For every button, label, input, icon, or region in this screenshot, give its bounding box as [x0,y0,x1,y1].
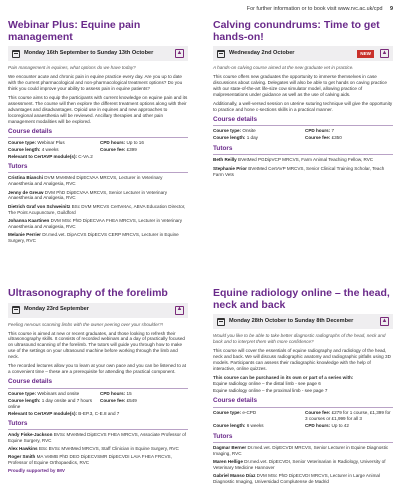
tutor-item: Dagmar Berner Dr.med.vet. DipECVDI MRCVS, Senior Lecturer in Equine Diagnostic Imaging, RVC [213,444,389,456]
sponsor-note: Proudly supported by IMV [8,468,65,474]
course-description: This course will cover the essentials of equine radiography and radiology of the head, neck and back. We will discuss radiographic anatomy and radiographic pitfalls using 3D models. Participants can assess their radiographic knowledge with the help of interactive, online quizzes. [213,348,391,371]
calendar-icon [12,306,20,314]
course-details: Course type: Onsite CPD hours: 7 Course length: 1 day Course fee: £350 [213,128,342,141]
course-details: Course type: Webinars and onsite CPD hours: 15 Course length: 1 day onsite and 7 hours online Course fee: £549 [8,390,137,409]
section-title: Ultrasonography of the forelimb [8,287,168,299]
course-date: Monday 23rd September [24,306,89,313]
tutor-item: Johanna Kaartinen DVM MSc PhD DipECVAA FHEA MRCVS, Lecturer in Veterinary Anaesthesia and Analgesia, RVC [8,217,183,229]
header-text: For further information or to book visit www.rvc.ac.uk/cpd [246,6,383,12]
date-bar [8,46,188,61]
tutor-item: Cristina Bianchi DVM MVetMed DipECVAA MRCVS, Lecturer in Veterinary Anaesthesia and Analgesia, RVC [8,175,163,187]
date-bar [213,46,393,61]
course-description-2: This course aims to equip the participants with current knowledge on equine pain and its assessment. The course will then explore the different treatment options along with their advantages and disadvantages. Opioid use in equines and new approaches to locoregional anaesthesia will be reviewed. Ancillary therapies and other pain management modalities will be explored. [8,94,188,124]
tutor-item: Roger Smith MA VetMB PhD DEO DipECVSMR DipECVDI LAIA FHEA FRCVS, Professor of Equine Orthopaedics, RVC [8,454,172,466]
section-title: Equine radiology online – the head, neck and back [213,287,390,311]
tutor-item: Beth Reilly BVetMed PGDipVCP MRCVS, Farm Animal Teaching Fellow, RVC [213,157,374,163]
calendar-icon [217,318,225,326]
course-details: Course type: Webinar Plus CPD hours: Up to 16 Course length: 4 weeks Course fee: £399 [8,140,144,153]
tutor-item: Melanie Perrier Dr.med.vet. DipACVS DipECVS CERP MRCVS, Lecturer in Equine Surgery, RVC [8,231,179,243]
online-course-icon: ▲ [175,306,184,315]
course-date: Monday 16th September to Sunday 13th October [24,49,154,56]
details-heading: Course details [8,378,188,388]
course-description-2: The recorded lectures allow you to learn at your own pace and you can be listened to at a convenient time – these are a prerequisite for attending the practical component. [8,363,186,375]
section-calving [213,20,393,180]
course-date: Wednesday 2nd October [229,49,295,56]
course-description-2: Additionally, a well-versed session on uterine suturing technique will give the opportunity to practice and hone c-sections skills in a practical manner. [213,100,393,112]
tutor-item: Jenny de Greuw DVM PhD DipECVAA MRCVS, Senior Lecturer in Veterinary Anaesthesia and Analgesia, RVC [8,189,167,201]
online-course-icon: ▲ [380,317,389,326]
details-heading: Course details [213,116,393,126]
details-heading: Course details [213,397,393,407]
date-bar [8,303,188,318]
tutors-heading: Tutors [213,145,393,155]
tutor-item: Dietrich Graf von Schweinitz BSc DVM MRCVS CertVetAc, ABVA Education Director, The Point Acupuncture, Guildford [8,203,186,215]
page-number: 9 [390,6,393,12]
date-bar [213,314,393,329]
series-item: Equine radiology online – the distal limb - see page 6 [213,381,321,387]
section-title: Calving conundrums: Time to get hands-on! [213,19,380,43]
new-badge: NEW [357,50,374,58]
series-item: Equine radiology online – the proximal limb - see page 7 [213,388,328,394]
details-heading: Course details [8,128,188,138]
course-details: Course type: e-CPD Course fee: £279 for 1 course, £1,399 for 3 courses or £1,999 for all 3 Course length: 6 weeks CPD hours: Up to 42 [213,409,391,428]
course-intro: Pain management in equines, what options do we have today? [8,65,136,71]
section-ultrasonography: Ultrasonography of the forelimb Monday 23rd September ▲ Feeling nervous scanning limbs with the owner peering over your shoulder?! This course is aimed at new or recent graduates, and those looking to refresh their ultrasonography skills. It consists of recorded webinars and a day of practically focused on ultrasound scanning of the forelimb. The tutors will guide you through how to make use of the settings on your ultrasound machine before working through the limb and neck. The recorded lectures allow you to learn at your own pace and you can be listened to at a convenient time – these are a prerequisite for attending the practical component. Course details Course type: Webinars and onsite CPD hours: 15 Course length: 1 day onsite and 7 hours online Course fee: £549 Relevant to CertAVP module(s): B-EP.3, C-E.8 and 7 Tutors Andy Fiske-Jackson BVSc MVetMed DipECVS FHEA MRCVS, Associate Professor of Equine Surgery, RVC Alex Hawkins BSc BVSc MVetMed MRCVS, Staff Clinician in Equine Surgery, RVC Roger Smith MA VetMB PhD DEO DipECVSMR DipECVDI LAIA FHEA FRCVS, Professor of Equine Orthopaedics, RVC Proudly supported by IMV [8,287,186,474]
page-header [247,6,393,13]
calendar-icon [217,50,225,58]
tutors-heading: Tutors [8,163,188,173]
tutor-item: Alex Hawkins BSc BVSc MVetMed MRCVS, Staff Clinician in Equine Surgery, RVC [8,445,179,451]
section-radiology [213,288,393,487]
tutor-item: Andy Fiske-Jackson BVSc MVetMed DipECVS FHEA MRCVS, Associate Professor of Equine Surgery, RVC [8,431,186,443]
tutor-item: Maren Hellige Dr.med.vet. DipECVDI, Senior Veterinarian in Radiology, University of Veterinary Medicine Hannover [213,459,386,470]
tutors-heading: Tutors [8,420,188,430]
course-intro: A hands-on calving course aimed at the new graduate vet in practice. [213,65,354,71]
course-description-2: This course can be purchased in its own or part of a series with: [213,374,354,380]
course-description: We encounter acute and chronic pain in equine practice every day. Are you up to date with the current pharmacological and non-pharmacological treatment options? Do you think you could improve your ability to assess pain in equine patients? [8,74,183,91]
tutor-item: Gabriel Manso Díaz DVM MSc PhD DipECVDI MRCVS, Lecturer in Large Animal Diagnostic Imaging, Universidad Complutense de Madrid [213,473,380,485]
course-intro: Feeling nervous scanning limbs with the owner peering over your shoulder?! [8,321,163,327]
tutors-heading: Tutors [213,433,393,443]
tutor-item: Stephanie Prior BVetMed CertAVP MRCVS, Senior Clinical Training Scholar, Teach Farm Vets [213,165,385,177]
course-description: This course offers new graduates the opportunity to immerse themselves in case discussions about calving. Delegates will also be able to get hands on caving practice with our state-of-the-art life-size cow simulator model, allowing practice of malpresentations under guidance as well as the use of calving aids. [213,74,387,97]
calendar-icon [12,50,20,58]
onsite-course-icon: ▲ [380,49,389,58]
course-date: Monday 28th October to Sunday 8th December [229,317,354,324]
course-intro: Would you like to be able to take better diagnostic radiographs of the head, neck and back and to interpret them with more confidence? [213,333,386,345]
online-course-icon: ▲ [175,49,184,58]
section-title: Webinar Plus: Equine pain management [8,19,141,43]
course-description: This course is aimed at new or recent graduates, and those looking to refresh their ultrasonography skills. It consists of recorded webinars and a day of practically focused on ultrasound scanning of the forelimb. The tutors will guide you through how to make use of the settings on your ultrasound machine before working through the limb and neck. [8,330,185,360]
section-equine-pain: Webinar Plus: Equine pain management Monday 16th September to Sunday 13th October ▲ Pain management in equines, what options do we have today? We encounter acute and chronic pain in equine practice every day. Are you up to date with the current pharmacological and non-pharmacological treatment options? Do you think you could improve your ability to assess pain in equine patients? This course aims to equip the participants with current knowledge on equine pain and its assessment. The course will then explore the different treatment options along with their advantages and disadvantages. Opioid use in equines and new approaches to locoregional anaesthesia will be reviewed. Ancillary therapies and other pain management modalities will be explored. Course details Course type: Webinar Plus CPD hours: Up to 16 Course length: 4 weeks Course fee: £399 Relevant to CertAVP module(s): C-VA.2 Tutors Cristina Bianchi DVM MVetMed DipECVAA MRCVS, Lecturer in Veterinary Anaesthesia and Analgesia, RVC Jenny de Greuw DVM PhD DipECVAA MRCVS, Senior Lecturer in Veterinary Anaesthesia and Analgesia, RVC Dietrich Graf von Schweinitz BSc DVM MRCVS CertVetAc, ABVA Education Director, The Point Acupuncture, Guildford Johanna Kaartinen DVM MSc PhD DipECVAA FHEA MRCVS, Lecturer in Veterinary Anaesthesia and Analgesia, RVC Melanie Perrier Dr.med.vet. DipACVS DipECVS CERP MRCVS, Lecturer in Equine Surgery, RVC [8,19,188,243]
